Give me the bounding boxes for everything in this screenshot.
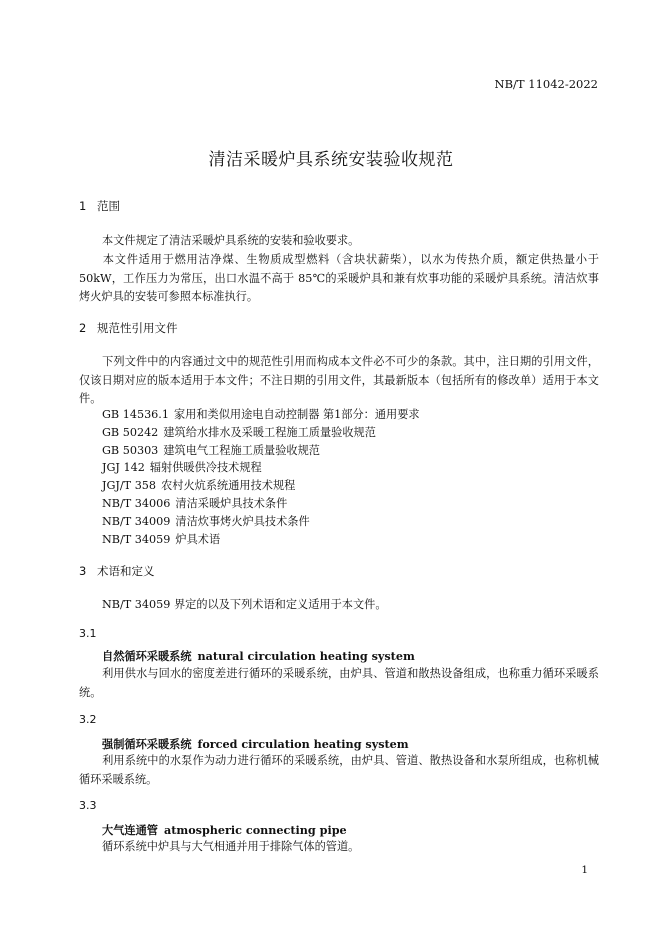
reference-item xyxy=(102,513,420,531)
term-heading xyxy=(102,648,415,664)
page-number: 1 xyxy=(581,864,588,876)
reference-code: NB/T 34006 xyxy=(102,496,171,510)
term-cn: 强制循环采暖系统 xyxy=(102,738,192,751)
section-title: 术语和定义 xyxy=(97,564,155,578)
section-number: 3 xyxy=(79,564,87,578)
term-definition xyxy=(79,838,599,857)
clause-number: 3.1 xyxy=(79,627,97,640)
terms-intro xyxy=(79,596,599,615)
paragraph-text: 本文件规定了清洁采暖炉具系统的安装和验收要求。 xyxy=(102,234,360,247)
definition-text: 利用系统中的水泵作为动力进行循环的采暖系统，由炉具、管道、散热设备和水泵所组成，也称机械循环采暖系统。 xyxy=(79,754,599,786)
definition-text: 利用供水与回水的密度差进行循环的采暖系统，由炉具、管道和散热设备组成，也称重力循环采暖系统。 xyxy=(79,667,599,699)
reference-name: 辐射供暖供冷技术规程 xyxy=(149,461,262,475)
reference-item xyxy=(102,495,420,513)
reference-name: 炉具术语 xyxy=(175,532,221,546)
term-cn: 自然循环采暖系统 xyxy=(102,650,192,663)
reference-name: 建筑给水排水及采暖工程施工质量验收规范 xyxy=(163,425,376,439)
reference-item xyxy=(102,531,420,549)
reference-name: 家用和类似用途电自动控制器 第1部分：通用要求 xyxy=(173,408,420,421)
reference-item xyxy=(102,477,420,495)
reference-code: JGJ/T 358 xyxy=(102,479,157,493)
reference-code: GB 50303 xyxy=(102,443,159,457)
clause-number: 3.3 xyxy=(79,799,97,812)
term-en: natural circulation heating system xyxy=(197,649,415,663)
term-definition xyxy=(79,665,599,702)
reference-code: GB 50242 xyxy=(102,425,159,439)
reference-code: NB/T 34009 xyxy=(102,514,171,528)
reference-name: 建筑电气工程施工质量验收规范 xyxy=(163,443,320,457)
term-en: atmospheric connecting pipe xyxy=(163,823,347,837)
paragraph-text: 本文件适用于燃用洁净煤、生物质成型燃料（含块状薪柴），以水为传热介质，额定供热量小于50kW，工作压力为常压，出口水温不高于 85℃的采暖炉具和兼有炊事功能的采暖炉具系统。清洁炊事烤火炉具的安装可参照本标准执行。 xyxy=(79,253,599,303)
reference-item xyxy=(102,406,420,424)
reference-code: GB 14536.1 xyxy=(102,408,169,421)
section-3-heading xyxy=(79,563,155,579)
reference-name: 清洁采暖炉具技术条件 xyxy=(175,496,288,510)
scope-paragraph-1 xyxy=(79,232,599,251)
section-2-heading xyxy=(79,320,178,336)
reference-list xyxy=(102,406,420,548)
section-number: 2 xyxy=(79,321,87,335)
reference-name: 农村火炕系统通用技术规程 xyxy=(161,479,296,493)
term-en: forced circulation heating system xyxy=(197,737,409,751)
term-heading xyxy=(102,822,347,838)
section-title: 规范性引用文件 xyxy=(97,321,178,335)
reference-item xyxy=(102,424,420,442)
reference-item xyxy=(102,459,420,477)
document-title: 清洁采暖炉具系统安装验收规范 xyxy=(208,150,454,170)
reference-name: 清洁炊事烤火炉具技术条件 xyxy=(175,514,310,528)
standard-code: NB/T 11042-2022 xyxy=(494,77,598,91)
section-title: 范围 xyxy=(97,199,120,213)
paragraph-text: 下列文件中的内容通过文中的规范性引用而构成本文件必不可少的条款。其中，注日期的引用文件，仅该日期对应的版本适用于本文件；不注日期的引用文件，其最新版本（包括所有的修改单）适用于本文件。 xyxy=(79,355,599,405)
reference-code: JGJ 142 xyxy=(102,461,145,475)
section-1-heading xyxy=(79,198,120,214)
reference-item xyxy=(102,442,420,460)
definition-text: 循环系统中炉具与大气相通并用于排除气体的管道。 xyxy=(102,840,360,853)
section-number: 1 xyxy=(79,199,87,213)
term-cn: 大气连通管 xyxy=(102,824,158,837)
scope-paragraph-2 xyxy=(79,251,599,307)
term-definition xyxy=(79,752,599,789)
paragraph-text: NB/T 34059 界定的以及下列术语和定义适用于本文件。 xyxy=(102,598,387,611)
references-intro xyxy=(79,353,599,409)
clause-number: 3.2 xyxy=(79,713,97,726)
reference-code: NB/T 34059 xyxy=(102,532,171,546)
term-heading xyxy=(102,736,409,752)
